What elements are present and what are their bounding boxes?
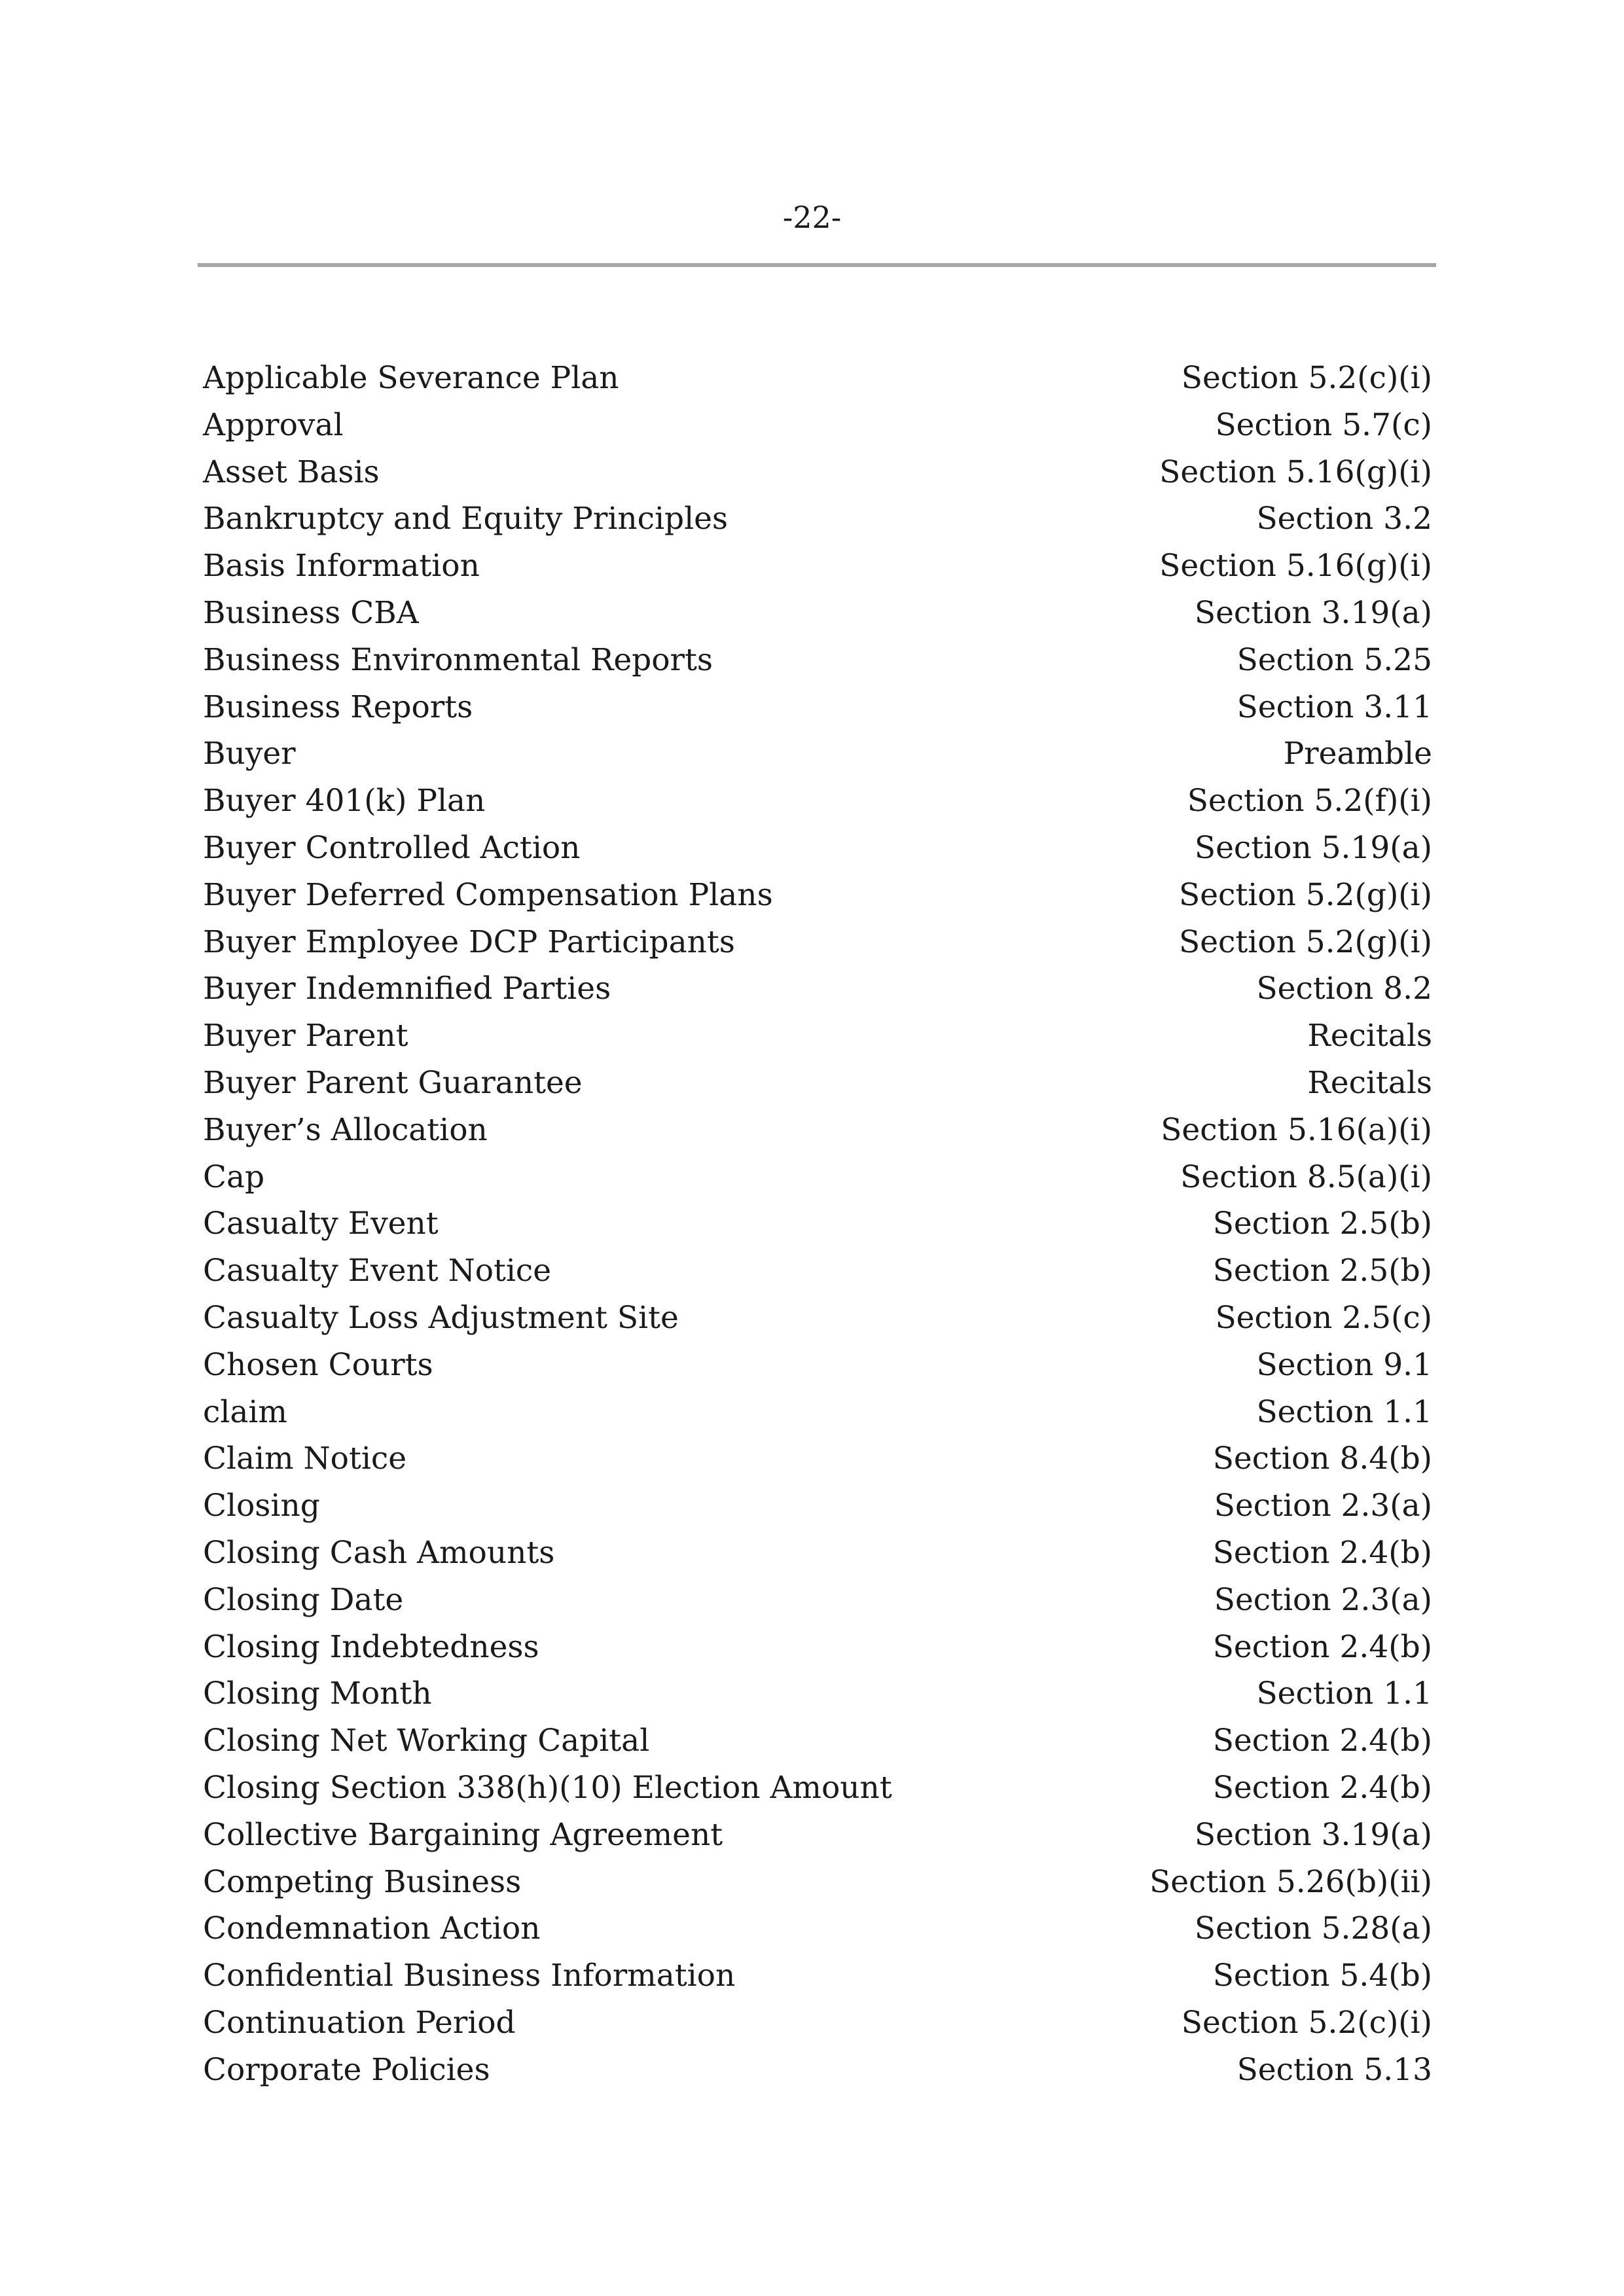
section-reference: Section 2.4(b) xyxy=(1212,1723,1432,1759)
section-reference: Section 8.5(a)(i) xyxy=(1180,1158,1432,1195)
defined-term: Competing Business xyxy=(203,1863,522,1900)
defined-term: Buyer Parent Guarantee xyxy=(203,1064,583,1101)
section-reference: Section 2.4(b) xyxy=(1212,1628,1432,1665)
defined-term: Claim Notice xyxy=(203,1441,407,1477)
section-reference: Preamble xyxy=(1283,736,1432,772)
defined-term: Buyer Indemnified Parties xyxy=(203,971,611,1007)
index-row xyxy=(203,1342,1432,1389)
index-row xyxy=(203,543,1432,590)
defined-term: Basis Information xyxy=(203,548,480,584)
index-row xyxy=(203,1013,1432,1060)
defined-term: Business Environmental Reports xyxy=(203,641,713,678)
defined-term: Cap xyxy=(203,1158,265,1195)
defined-term: Buyer 401(k) Plan xyxy=(203,783,486,819)
section-reference: Section 2.5(b) xyxy=(1212,1206,1432,1242)
index-row xyxy=(203,1624,1432,1671)
section-reference: Section 5.2(g)(i) xyxy=(1179,876,1432,913)
section-reference: Recitals xyxy=(1307,1018,1432,1054)
index-row xyxy=(203,1107,1432,1154)
index-row xyxy=(203,1247,1432,1295)
index-row xyxy=(203,872,1432,919)
section-reference: Section 9.1 xyxy=(1256,1346,1432,1383)
section-reference: Section 5.16(g)(i) xyxy=(1159,548,1432,584)
defined-term: Buyer Deferred Compensation Plans xyxy=(203,876,773,913)
section-reference: Section 3.2 xyxy=(1256,501,1432,537)
section-reference: Section 2.4(b) xyxy=(1212,1769,1432,1806)
section-reference: Section 2.3(a) xyxy=(1214,1488,1432,1524)
defined-term: Closing xyxy=(203,1488,320,1524)
defined-term: Asset Basis xyxy=(203,454,380,490)
section-reference: Section 5.16(a)(i) xyxy=(1161,1111,1432,1148)
section-reference: Section 5.16(g)(i) xyxy=(1159,454,1432,490)
index-row xyxy=(203,730,1432,778)
defined-term: Corporate Policies xyxy=(203,2051,490,2088)
index-row xyxy=(203,2000,1432,2047)
section-reference: Section 3.11 xyxy=(1236,689,1432,725)
index-row xyxy=(203,637,1432,684)
section-reference: Section 1.1 xyxy=(1256,1676,1432,1712)
section-reference: Section 5.2(c)(i) xyxy=(1181,2004,1432,2041)
defined-term: Casualty Loss Adjustment Site xyxy=(203,1299,679,1336)
index-row xyxy=(203,1812,1432,1859)
index-row xyxy=(203,825,1432,872)
section-reference: Section 5.2(g)(i) xyxy=(1179,924,1432,960)
index-row xyxy=(203,1154,1432,1201)
index-row xyxy=(203,1482,1432,1530)
index-row xyxy=(203,590,1432,637)
section-reference: Section 5.4(b) xyxy=(1212,1958,1432,1994)
defined-term: Continuation Period xyxy=(203,2004,516,2041)
section-reference: Section 3.19(a) xyxy=(1194,1816,1432,1853)
index-row xyxy=(203,684,1432,731)
index-row xyxy=(203,495,1432,543)
index-row xyxy=(203,1905,1432,1952)
section-reference: Recitals xyxy=(1307,1064,1432,1101)
section-reference: Section 5.28(a) xyxy=(1194,1910,1432,1947)
index-row xyxy=(203,1435,1432,1482)
section-reference: Section 5.26(b)(ii) xyxy=(1149,1863,1432,1900)
defined-term: Closing Section 338(h)(10) Election Amount xyxy=(203,1769,892,1806)
header-divider xyxy=(198,263,1436,267)
index-row xyxy=(203,1765,1432,1812)
defined-terms-index xyxy=(203,355,1432,2093)
section-reference: Section 5.19(a) xyxy=(1194,829,1432,866)
index-row xyxy=(203,2047,1432,2094)
section-reference: Section 2.5(b) xyxy=(1212,1253,1432,1289)
defined-term: Casualty Event Notice xyxy=(203,1253,552,1289)
defined-term: Chosen Courts xyxy=(203,1346,433,1383)
index-row xyxy=(203,1060,1432,1107)
defined-term: Buyer Parent xyxy=(203,1018,408,1054)
defined-term: Condemnation Action xyxy=(203,1910,541,1947)
section-reference: Section 5.2(c)(i) xyxy=(1181,360,1432,396)
section-reference: Section 5.2(f)(i) xyxy=(1187,783,1432,819)
section-reference: Section 5.7(c) xyxy=(1215,406,1432,443)
index-row xyxy=(203,1295,1432,1342)
index-row xyxy=(203,1952,1432,2000)
section-reference: Section 8.2 xyxy=(1256,971,1432,1007)
section-reference: Section 2.4(b) xyxy=(1212,1534,1432,1571)
index-row xyxy=(203,355,1432,402)
section-reference: Section 3.19(a) xyxy=(1194,594,1432,631)
index-row xyxy=(203,1859,1432,1906)
defined-term: Closing Net Working Capital xyxy=(203,1723,650,1759)
section-reference: Section 1.1 xyxy=(1256,1393,1432,1430)
defined-term: Closing Indebtedness xyxy=(203,1628,539,1665)
defined-term: Buyer’s Allocation xyxy=(203,1111,488,1148)
defined-term: Buyer Employee DCP Participants xyxy=(203,924,735,960)
index-row xyxy=(203,1200,1432,1247)
page-number: -22- xyxy=(782,200,842,235)
section-reference: Section 8.4(b) xyxy=(1212,1441,1432,1477)
defined-term: Closing Cash Amounts xyxy=(203,1534,555,1571)
section-reference: Section 5.13 xyxy=(1236,2051,1432,2088)
defined-term: Business CBA xyxy=(203,594,419,631)
defined-term: Applicable Severance Plan xyxy=(203,360,619,396)
section-reference: Section 2.3(a) xyxy=(1214,1581,1432,1618)
index-row xyxy=(203,778,1432,825)
defined-term: Closing Date xyxy=(203,1581,404,1618)
index-row xyxy=(203,1389,1432,1436)
defined-term: Confidential Business Information xyxy=(203,1958,736,1994)
index-row xyxy=(203,1717,1432,1765)
index-row xyxy=(203,1577,1432,1624)
section-reference: Section 2.5(c) xyxy=(1215,1299,1432,1336)
defined-term: Approval xyxy=(203,406,344,443)
index-row xyxy=(203,919,1432,966)
defined-term: Buyer xyxy=(203,736,296,772)
index-row xyxy=(203,449,1432,496)
section-reference: Section 5.25 xyxy=(1236,641,1432,678)
defined-term: claim xyxy=(203,1393,287,1430)
defined-term: Buyer Controlled Action xyxy=(203,829,581,866)
defined-term: Bankruptcy and Equity Principles xyxy=(203,501,729,537)
index-row xyxy=(203,1530,1432,1577)
defined-term: Business Reports xyxy=(203,689,473,725)
index-row xyxy=(203,402,1432,449)
defined-term: Casualty Event xyxy=(203,1206,439,1242)
index-row xyxy=(203,965,1432,1013)
defined-term: Collective Bargaining Agreement xyxy=(203,1816,723,1853)
defined-term: Closing Month xyxy=(203,1676,432,1712)
index-row xyxy=(203,1670,1432,1717)
